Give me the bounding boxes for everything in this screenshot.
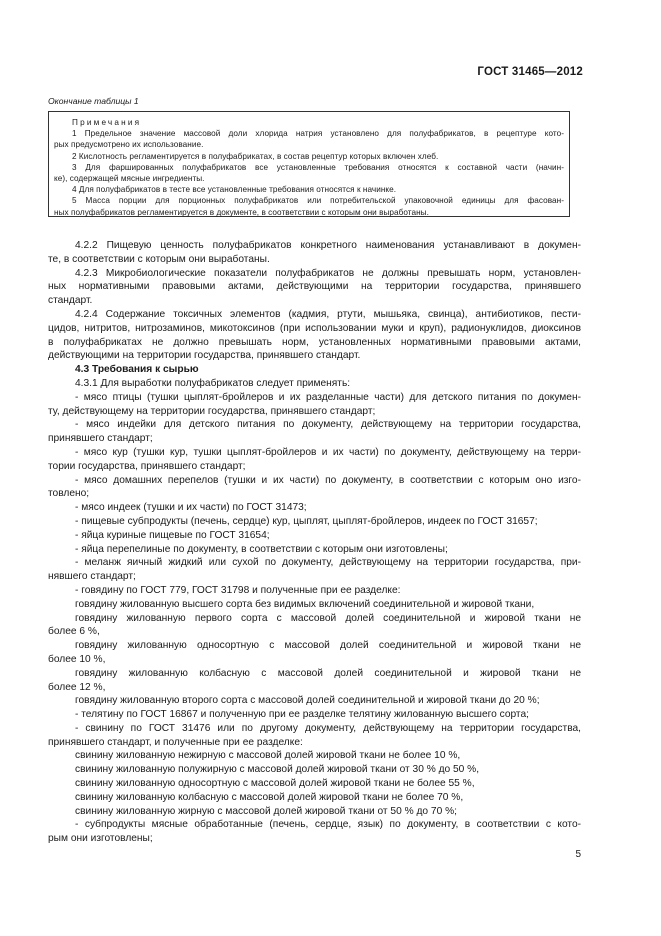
body-line: ту, действующему на территории государства, принявшего стандарт; bbox=[48, 405, 376, 417]
body-line: 4.3.1 Для выработки полуфабрикатов следует применять: bbox=[75, 377, 351, 389]
document-id: ГОСТ 31465—2012 bbox=[477, 66, 583, 78]
body-line: - субпродукты мясные обработанные (печень, сердце, язык) по документу, в соответствии с кото- bbox=[75, 819, 581, 831]
body-line: свинину жилованную колбасную с массовой долей жировой ткани не более 70 %, bbox=[75, 791, 464, 803]
body-line: принявшего стандарт, и полученные при ее разделке: bbox=[48, 736, 303, 748]
body-line: товлено; bbox=[48, 488, 90, 500]
notes-title: Примечания bbox=[72, 118, 142, 127]
body-line: - пищевые субпродукты (печень, сердце) кур, цыплят, цыплят-бройлеров, индеек по ГОСТ 31657; bbox=[75, 515, 538, 527]
body-line: 4.2.4 Содержание токсичных элементов (кадмия, ртути, мышьяка, свинца), антибиотиков, пести- bbox=[75, 308, 581, 320]
body-line: говядину жилованную второго сорта с массовой долей соединительной и жировой ткани до 20 %; bbox=[75, 695, 540, 707]
body-line: - говядину по ГОСТ 779, ГОСТ 31798 и полученные при ее разделке: bbox=[75, 584, 401, 596]
body-line: свинину жилованную нежирную с массовой долей жировой ткани не более 10 %, bbox=[75, 750, 461, 762]
body-line: нявшего стандарт; bbox=[48, 571, 136, 583]
body-line: - яйца перепелиные по документу, в соответствии с которым они изготовлены; bbox=[75, 543, 448, 555]
body-line: говядину жилованную первого сорта с массовой долей соединительной и жировой ткани не bbox=[75, 612, 581, 624]
body-text bbox=[48, 239, 581, 846]
body-line: - мясо птицы (тушки цыплят-бройлеров и их разделанные части) для детского питания по докумен- bbox=[75, 391, 581, 403]
body-line: тории государства, принявшего стандарт; bbox=[48, 460, 246, 472]
body-line: стандарт. bbox=[48, 295, 93, 307]
body-line: говядину жилованную колбасную с массовой долей соединительной и жировой ткани не bbox=[75, 667, 581, 679]
body-line: цидов, нитритов, нитрозаминов, микотоксинов (при использовании муки и круп), радионуклидов, диоксинов bbox=[48, 322, 581, 334]
body-line: более 10 %, bbox=[48, 653, 106, 665]
note-line: 2 Кислотность регламентируется в полуфабрикатах, в состав рецептур которых включен хлеб. bbox=[72, 151, 439, 161]
body-line: в полуфабрикатах не должно превышать норм, установленных нормативными правовыми актами, bbox=[48, 336, 581, 348]
body-line: - мясо домашних перепелов (тушки и их части) по документу, в соответствии с которым оно изго- bbox=[75, 474, 581, 486]
note-line: 4 Для полуфабрикатов в тесте все установленные требования относятся к начинке. bbox=[72, 185, 397, 195]
note-line: 5 Масса порции для порционных полуфабрикатов или потребительской упаковочной единицы для фасован- bbox=[72, 196, 564, 206]
body-line: - мясо кур (тушки кур, тушки цыплят-бройлеров и их части) по документу, действующему на терри- bbox=[75, 446, 581, 458]
body-line: - мясо индеек (тушки и их части) по ГОСТ 31473; bbox=[75, 502, 307, 514]
table-caption: Окончание таблицы 1 bbox=[48, 96, 139, 106]
notes-box bbox=[48, 111, 570, 217]
body-line: ных нормативными правовыми актами, действующими на территории государства, принявшего bbox=[48, 281, 581, 293]
body-line: - меланж яичный жидкий или сухой по документу, действующему на территории государства, при- bbox=[75, 557, 581, 569]
body-line: действующими на территории государства, принявшего стандарт. bbox=[48, 350, 361, 362]
body-line: свинину жилованную полужирную с массовой долей жировой ткани от 30 % до 50 %, bbox=[75, 764, 480, 776]
body-line: рым они изготовлены; bbox=[48, 833, 153, 845]
body-line: 4.2.2 Пищевую ценность полуфабрикатов конкретного наименования устанавливают в докумен- bbox=[75, 240, 581, 251]
body-line: более 12 %, bbox=[48, 681, 106, 693]
body-line: свинину жилованную односортную с массовой долей жировой ткани не более 55 %, bbox=[75, 778, 475, 790]
body-line: говядину жилованную высшего сорта без видимых включений соединительной и жировой ткани, bbox=[75, 598, 535, 610]
body-line: - яйца куриные пищевые по ГОСТ 31654; bbox=[75, 529, 270, 541]
body-line: более 6 %, bbox=[48, 626, 100, 638]
note-line: ке), содержащей мясные ингредиенты. bbox=[54, 174, 205, 184]
body-line: принявшего стандарт; bbox=[48, 433, 153, 445]
page-number: 5 bbox=[575, 849, 581, 860]
body-line: говядину жилованную односортную с массовой долей соединительной и жировой ткани не bbox=[75, 640, 581, 652]
notes-lines bbox=[54, 128, 564, 218]
note-line: 1 Предельное значение массовой доли хлорида натрия установлено для полуфабрикатов, в рецептуре кото- bbox=[72, 129, 564, 139]
note-line: 3 Для фаршированных полуфабрикатов все установленные требования относятся к составной части (начин- bbox=[72, 162, 564, 172]
body-line: - мясо индейки для детского питания по документу, действующему на территории государства, bbox=[75, 419, 581, 431]
note-line: рых предусмотрено их использование. bbox=[54, 140, 204, 150]
body-line: - телятину по ГОСТ 16867 и полученную при ее разделке телятину жилованную высшего сорта; bbox=[75, 709, 529, 721]
body-line: - свинину по ГОСТ 31476 или по другому документу, действующему на территории государства, bbox=[75, 722, 581, 734]
body-line: 4.2.3 Микробиологические показатели полуфабрикатов не должны превышать норм, установлен- bbox=[75, 267, 581, 279]
body-line: свинину жилованную жирную с массовой долей жировой ткани от 50 % до 70 %; bbox=[75, 805, 457, 817]
section-heading: 4.3 Требования к сырью bbox=[75, 364, 199, 376]
body-line: те, в соответствии с которым они выработаны. bbox=[48, 253, 270, 265]
note-line: ных полуфабрикатов регламентируется в документе, в соответствии с которым они выработаны. bbox=[54, 207, 429, 217]
